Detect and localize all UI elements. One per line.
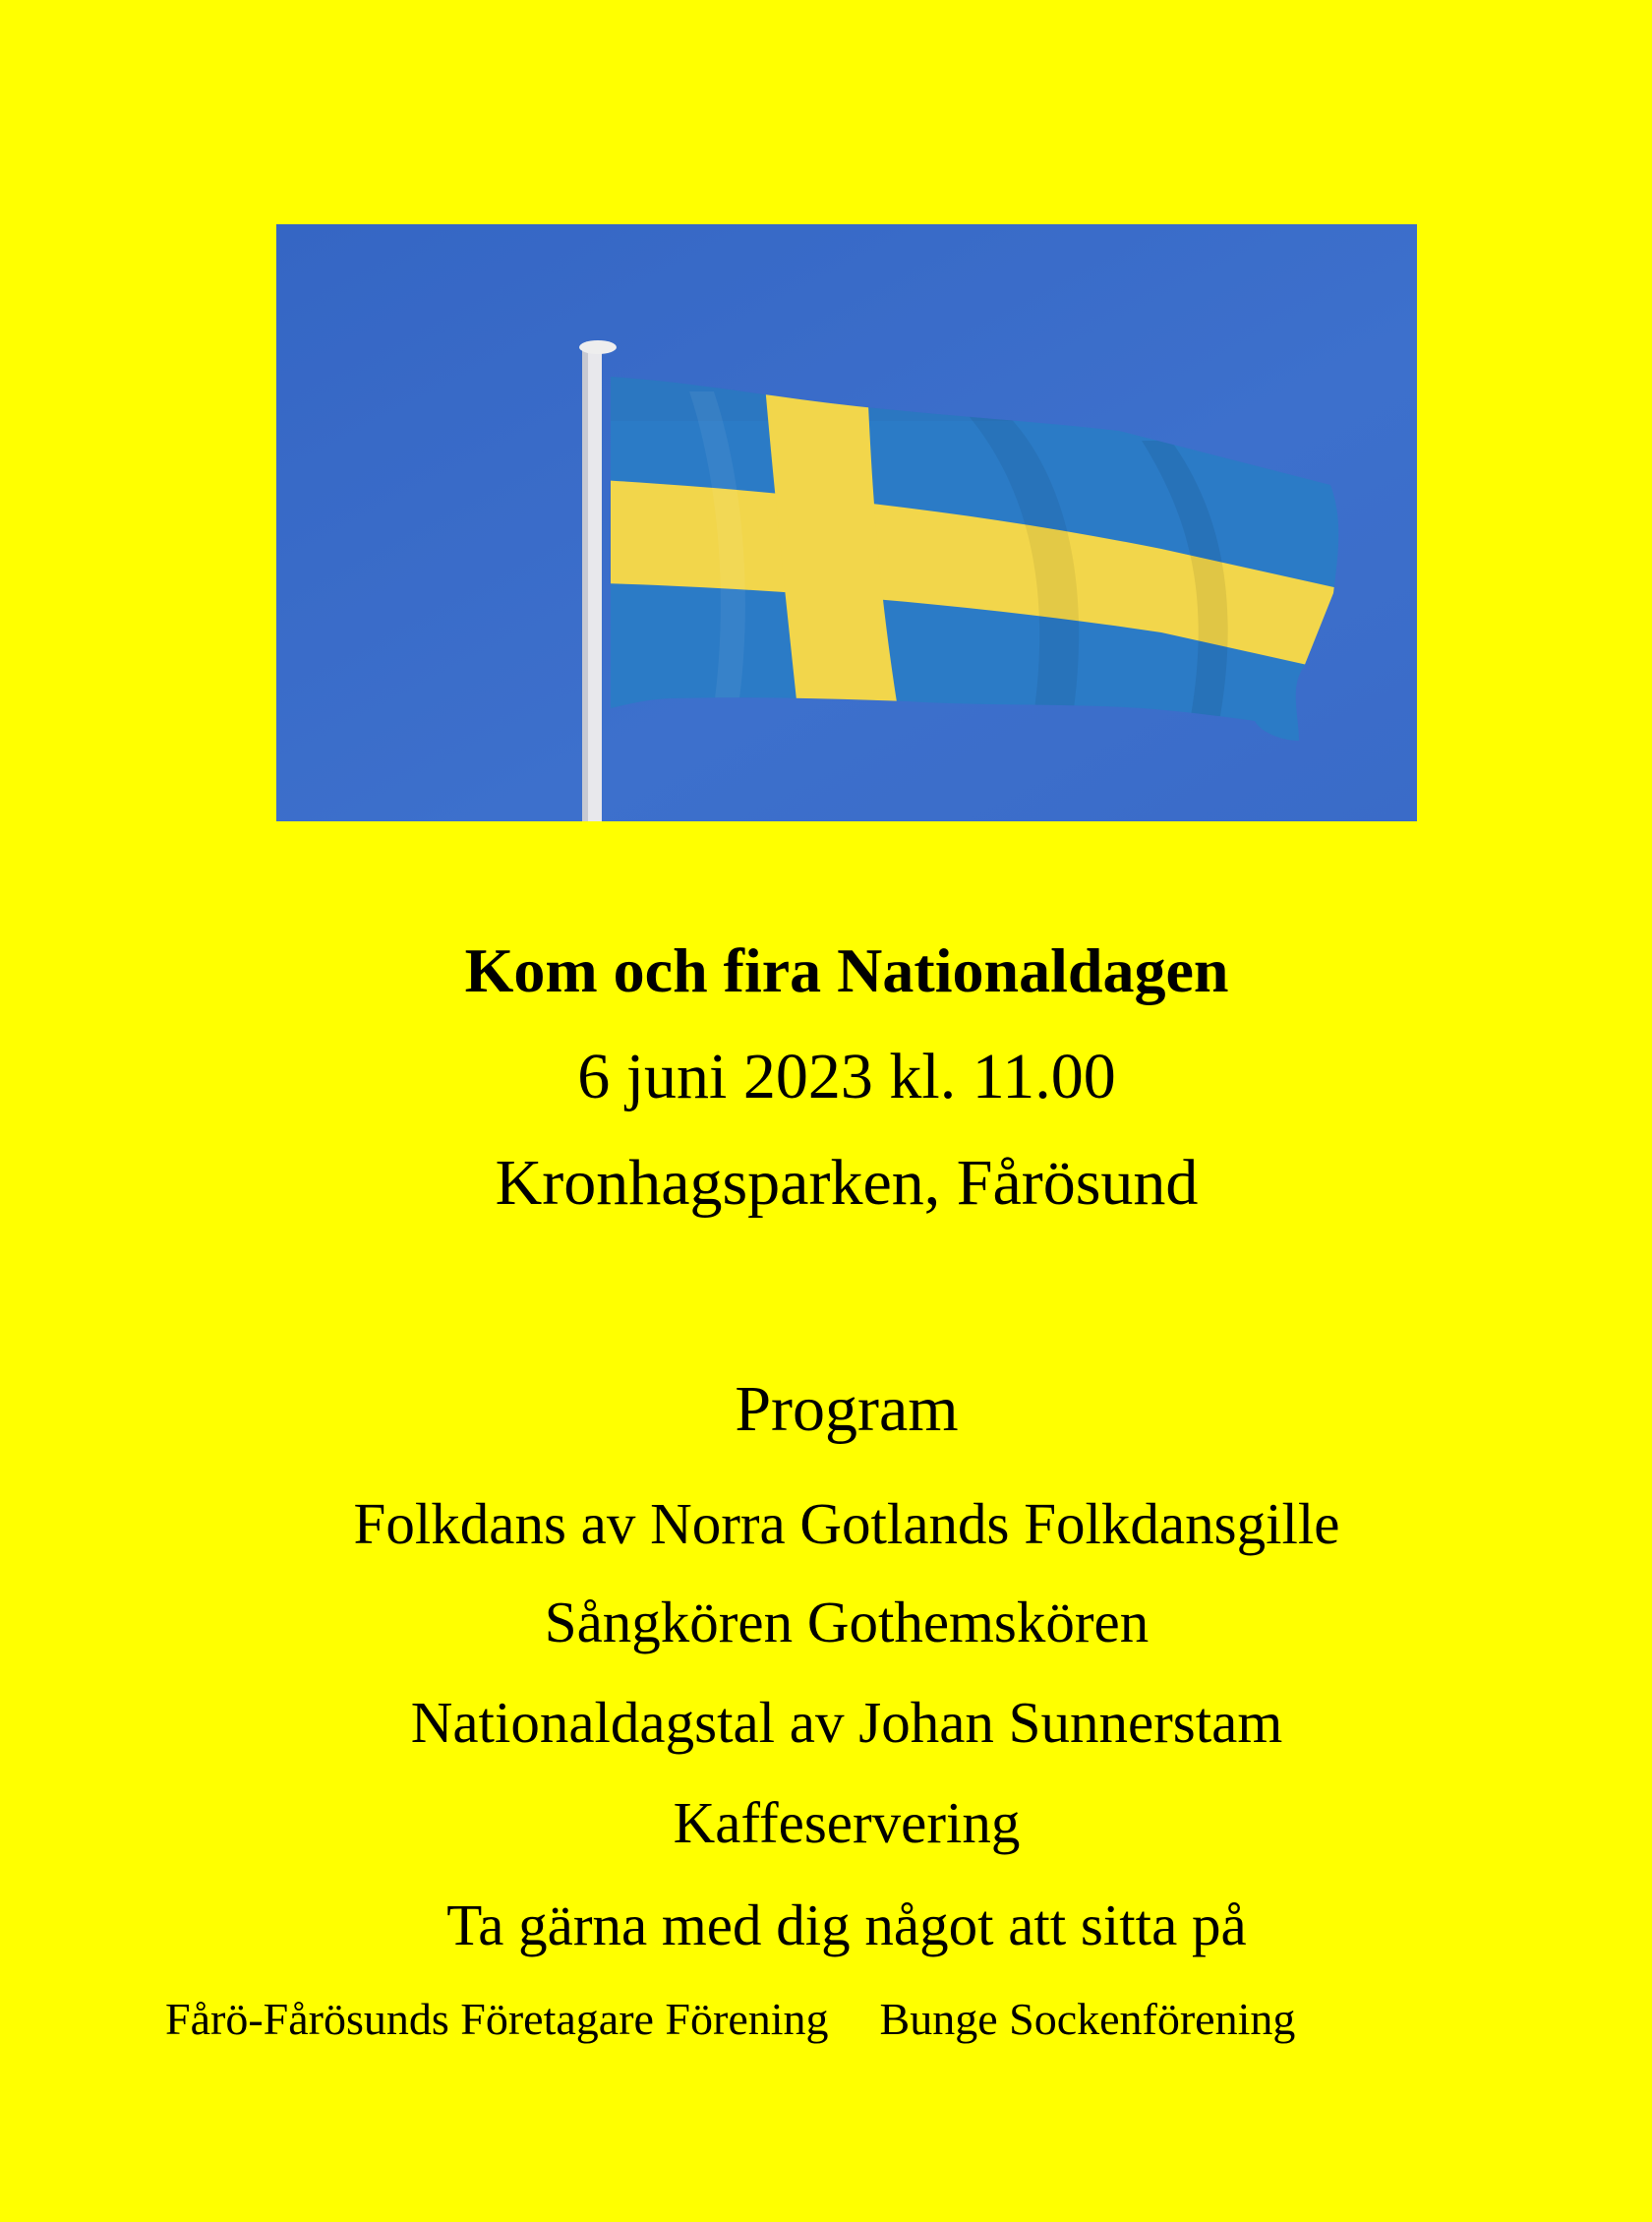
event-title: Kom och fira Nationaldagen [464, 935, 1229, 1005]
organizer-name: Bunge Sockenförening [879, 1994, 1296, 2044]
swedish-flag-photo [276, 224, 1417, 821]
event-date-time: 6 juni 2023 kl. 11.00 [577, 1041, 1116, 1112]
program-item: Ta gärna med dig något att sitta på [446, 1892, 1247, 1957]
program-item: Nationaldagstal av Johan Sunnerstam [410, 1690, 1283, 1755]
program-item: Kaffeservering [673, 1790, 1021, 1855]
organizer-name: Fårö-Fårösunds Företagare Förening [165, 1994, 829, 2044]
program-item: Folkdans av Norra Gotlands Folkdansgille [353, 1491, 1340, 1556]
event-location: Kronhagsparken, Fårösund [495, 1147, 1199, 1219]
organizers [165, 1994, 1296, 2044]
program-item: Sångkören Gothemskören [544, 1590, 1150, 1654]
program-heading: Program [735, 1373, 959, 1445]
